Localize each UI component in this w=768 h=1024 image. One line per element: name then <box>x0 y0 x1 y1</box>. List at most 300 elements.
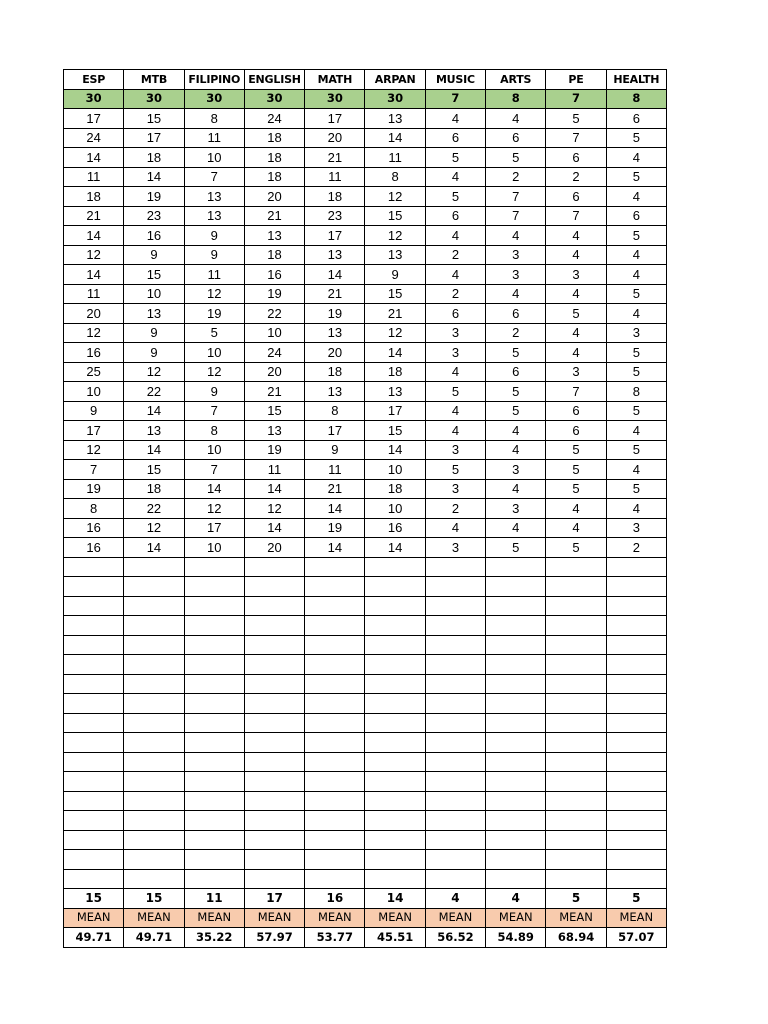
table-row-cell[interactable] <box>124 635 184 655</box>
table-row-cell[interactable]: 20 <box>305 343 365 363</box>
table-row-cell[interactable] <box>425 577 485 597</box>
table-row-cell[interactable] <box>124 596 184 616</box>
table-row-cell[interactable]: 5 <box>486 343 546 363</box>
mean-label-row-cell[interactable]: MEAN <box>486 908 546 928</box>
mean-value-row-cell[interactable]: 68.94 <box>546 928 606 948</box>
mean-value-row-cell[interactable]: 54.89 <box>486 928 546 948</box>
table-row-cell[interactable] <box>184 772 244 792</box>
table-row-cell[interactable]: 18 <box>244 167 304 187</box>
table-row-cell[interactable]: 22 <box>124 499 184 519</box>
table-row-cell[interactable] <box>606 850 666 870</box>
table-row-cell[interactable] <box>365 674 425 694</box>
table-row-cell[interactable]: 5 <box>425 460 485 480</box>
table-row-cell[interactable]: 6 <box>486 128 546 148</box>
table-row-cell[interactable]: 23 <box>305 206 365 226</box>
table-row-cell[interactable]: 5 <box>606 362 666 382</box>
table-row-cell[interactable]: 21 <box>365 304 425 324</box>
table-row-cell[interactable]: 6 <box>425 304 485 324</box>
table-row-cell[interactable] <box>425 869 485 889</box>
table-row-cell[interactable] <box>425 772 485 792</box>
table-row-cell[interactable] <box>365 596 425 616</box>
table-row-cell[interactable]: 7 <box>64 460 124 480</box>
table-row-cell[interactable]: 7 <box>546 382 606 402</box>
table-row-cell[interactable]: 4 <box>425 167 485 187</box>
table-row-cell[interactable]: 5 <box>606 284 666 304</box>
table-row-cell[interactable]: 10 <box>64 382 124 402</box>
table-row-cell[interactable]: 4 <box>606 304 666 324</box>
table-row-cell[interactable]: 2 <box>546 167 606 187</box>
table-row-cell[interactable] <box>606 869 666 889</box>
table-row-cell[interactable]: 3 <box>486 245 546 265</box>
table-row-cell[interactable]: 10 <box>184 343 244 363</box>
table-row-cell[interactable]: 10 <box>365 499 425 519</box>
table-row-cell[interactable]: 3 <box>486 460 546 480</box>
table-row-cell[interactable] <box>124 791 184 811</box>
header-row-cell[interactable]: MATH <box>305 70 365 90</box>
table-row-cell[interactable] <box>64 674 124 694</box>
table-row-cell[interactable]: 18 <box>124 479 184 499</box>
table-row-cell[interactable]: 3 <box>486 499 546 519</box>
table-row-cell[interactable] <box>606 811 666 831</box>
table-row-cell[interactable]: 5 <box>546 109 606 129</box>
table-row-cell[interactable] <box>486 616 546 636</box>
table-row-cell[interactable] <box>64 635 124 655</box>
table-row-cell[interactable]: 21 <box>244 382 304 402</box>
table-row-cell[interactable]: 6 <box>546 401 606 421</box>
table-row-cell[interactable] <box>184 674 244 694</box>
table-row-cell[interactable]: 16 <box>365 518 425 538</box>
table-row-cell[interactable]: 17 <box>184 518 244 538</box>
table-row-cell[interactable] <box>606 635 666 655</box>
table-row-cell[interactable]: 14 <box>305 499 365 519</box>
table-row-cell[interactable]: 13 <box>184 187 244 207</box>
table-row-cell[interactable]: 18 <box>305 362 365 382</box>
table-row-cell[interactable] <box>546 635 606 655</box>
totals-row-cell[interactable]: 5 <box>546 889 606 909</box>
table-row-cell[interactable]: 4 <box>546 284 606 304</box>
table-row-cell[interactable] <box>305 791 365 811</box>
table-row-cell[interactable]: 15 <box>124 460 184 480</box>
table-row-cell[interactable]: 10 <box>184 148 244 168</box>
table-row-cell[interactable]: 22 <box>244 304 304 324</box>
table-row-cell[interactable]: 15 <box>365 284 425 304</box>
header-row-cell[interactable]: MTB <box>124 70 184 90</box>
table-row-cell[interactable] <box>124 655 184 675</box>
table-row-cell[interactable]: 4 <box>425 226 485 246</box>
table-row-cell[interactable] <box>244 635 304 655</box>
table-row-cell[interactable]: 13 <box>244 226 304 246</box>
table-row-cell[interactable] <box>64 577 124 597</box>
table-row-cell[interactable]: 20 <box>305 128 365 148</box>
mean-value-row-cell[interactable]: 45.51 <box>365 928 425 948</box>
table-row-cell[interactable]: 5 <box>425 187 485 207</box>
table-row-cell[interactable]: 4 <box>425 401 485 421</box>
table-row-cell[interactable] <box>606 772 666 792</box>
table-row-cell[interactable] <box>124 733 184 753</box>
table-row-cell[interactable]: 24 <box>64 128 124 148</box>
table-row-cell[interactable] <box>184 850 244 870</box>
totals-row-cell[interactable]: 15 <box>124 889 184 909</box>
table-row-cell[interactable]: 2 <box>606 538 666 558</box>
table-row-cell[interactable]: 19 <box>64 479 124 499</box>
table-row-cell[interactable]: 5 <box>546 304 606 324</box>
table-row-cell[interactable]: 18 <box>305 187 365 207</box>
table-row-cell[interactable] <box>606 830 666 850</box>
table-row-cell[interactable] <box>64 811 124 831</box>
table-row-cell[interactable]: 4 <box>546 518 606 538</box>
table-row-cell[interactable]: 19 <box>244 440 304 460</box>
table-row-cell[interactable]: 4 <box>425 109 485 129</box>
table-row-cell[interactable]: 12 <box>124 518 184 538</box>
table-row-cell[interactable] <box>365 655 425 675</box>
table-row-cell[interactable] <box>425 713 485 733</box>
table-row-cell[interactable] <box>244 694 304 714</box>
table-row-cell[interactable]: 5 <box>606 167 666 187</box>
table-row-cell[interactable] <box>305 869 365 889</box>
table-row-cell[interactable]: 7 <box>546 128 606 148</box>
table-row-cell[interactable]: 20 <box>244 538 304 558</box>
table-row-cell[interactable] <box>305 850 365 870</box>
table-row-cell[interactable] <box>305 830 365 850</box>
table-row-cell[interactable]: 14 <box>64 148 124 168</box>
header-row-cell[interactable]: MUSIC <box>425 70 485 90</box>
table-row-cell[interactable] <box>546 557 606 577</box>
table-row-cell[interactable]: 4 <box>486 226 546 246</box>
table-row-cell[interactable]: 23 <box>124 206 184 226</box>
table-row-cell[interactable]: 5 <box>606 128 666 148</box>
header-row-cell[interactable]: ARTS <box>486 70 546 90</box>
table-row-cell[interactable] <box>64 694 124 714</box>
mean-label-row-cell[interactable]: MEAN <box>606 908 666 928</box>
table-row-cell[interactable]: 19 <box>184 304 244 324</box>
max-score-row-cell[interactable]: 30 <box>305 89 365 109</box>
table-row-cell[interactable]: 4 <box>486 518 546 538</box>
table-row-cell[interactable]: 5 <box>606 479 666 499</box>
table-row-cell[interactable] <box>486 830 546 850</box>
table-row-cell[interactable] <box>546 616 606 636</box>
totals-row-cell[interactable]: 4 <box>486 889 546 909</box>
table-row-cell[interactable] <box>244 850 304 870</box>
table-row-cell[interactable]: 6 <box>606 206 666 226</box>
table-row-cell[interactable]: 17 <box>305 109 365 129</box>
table-row-cell[interactable]: 8 <box>184 109 244 129</box>
table-row-cell[interactable] <box>425 635 485 655</box>
totals-row-cell[interactable]: 17 <box>244 889 304 909</box>
table-row-cell[interactable] <box>305 577 365 597</box>
table-row-cell[interactable] <box>124 616 184 636</box>
header-row-cell[interactable]: PE <box>546 70 606 90</box>
table-row-cell[interactable]: 11 <box>305 460 365 480</box>
table-row-cell[interactable] <box>244 655 304 675</box>
table-row-cell[interactable]: 11 <box>244 460 304 480</box>
table-row-cell[interactable] <box>606 713 666 733</box>
table-row-cell[interactable] <box>425 791 485 811</box>
table-row-cell[interactable]: 5 <box>486 538 546 558</box>
table-row-cell[interactable]: 6 <box>546 187 606 207</box>
table-row-cell[interactable]: 14 <box>124 440 184 460</box>
table-row-cell[interactable] <box>244 811 304 831</box>
table-row-cell[interactable]: 3 <box>606 518 666 538</box>
table-row-cell[interactable]: 17 <box>305 226 365 246</box>
table-row-cell[interactable]: 13 <box>365 245 425 265</box>
table-row-cell[interactable]: 2 <box>486 167 546 187</box>
table-row-cell[interactable]: 14 <box>305 265 365 285</box>
totals-row-cell[interactable]: 4 <box>425 889 485 909</box>
table-row-cell[interactable]: 5 <box>184 323 244 343</box>
table-row-cell[interactable]: 21 <box>305 479 365 499</box>
table-row-cell[interactable] <box>64 869 124 889</box>
table-row-cell[interactable]: 5 <box>546 460 606 480</box>
table-row-cell[interactable]: 2 <box>425 284 485 304</box>
mean-value-row-cell[interactable]: 56.52 <box>425 928 485 948</box>
table-row-cell[interactable]: 4 <box>486 479 546 499</box>
table-row-cell[interactable]: 2 <box>486 323 546 343</box>
table-row-cell[interactable] <box>546 577 606 597</box>
table-row-cell[interactable]: 19 <box>124 187 184 207</box>
table-row-cell[interactable] <box>365 752 425 772</box>
table-row-cell[interactable] <box>365 772 425 792</box>
table-row-cell[interactable]: 8 <box>305 401 365 421</box>
mean-label-row-cell[interactable]: MEAN <box>184 908 244 928</box>
table-row-cell[interactable] <box>546 655 606 675</box>
table-row-cell[interactable]: 19 <box>305 304 365 324</box>
table-row-cell[interactable] <box>365 616 425 636</box>
table-row-cell[interactable] <box>184 830 244 850</box>
table-row-cell[interactable] <box>64 850 124 870</box>
table-row-cell[interactable]: 16 <box>64 538 124 558</box>
table-row-cell[interactable] <box>486 635 546 655</box>
table-row-cell[interactable] <box>184 655 244 675</box>
totals-row-cell[interactable]: 16 <box>305 889 365 909</box>
table-row-cell[interactable] <box>546 772 606 792</box>
table-row-cell[interactable]: 17 <box>305 421 365 441</box>
table-row-cell[interactable]: 16 <box>64 343 124 363</box>
mean-value-row-cell[interactable]: 49.71 <box>124 928 184 948</box>
table-row-cell[interactable] <box>124 557 184 577</box>
table-row-cell[interactable]: 6 <box>546 421 606 441</box>
table-row-cell[interactable]: 4 <box>606 460 666 480</box>
table-row-cell[interactable] <box>244 830 304 850</box>
table-row-cell[interactable] <box>64 830 124 850</box>
table-row-cell[interactable]: 20 <box>64 304 124 324</box>
table-row-cell[interactable] <box>606 674 666 694</box>
mean-label-row-cell[interactable]: MEAN <box>546 908 606 928</box>
mean-value-row-cell[interactable]: 53.77 <box>305 928 365 948</box>
table-row-cell[interactable]: 14 <box>365 128 425 148</box>
table-row-cell[interactable]: 6 <box>486 362 546 382</box>
table-row-cell[interactable]: 11 <box>365 148 425 168</box>
table-row-cell[interactable] <box>64 655 124 675</box>
table-row-cell[interactable] <box>486 674 546 694</box>
table-row-cell[interactable] <box>305 655 365 675</box>
table-row-cell[interactable] <box>546 791 606 811</box>
table-row-cell[interactable] <box>244 733 304 753</box>
table-row-cell[interactable]: 24 <box>244 343 304 363</box>
table-row-cell[interactable]: 6 <box>425 206 485 226</box>
table-row-cell[interactable] <box>365 830 425 850</box>
max-score-row-cell[interactable]: 30 <box>184 89 244 109</box>
table-row-cell[interactable] <box>425 557 485 577</box>
table-row-cell[interactable]: 12 <box>64 323 124 343</box>
table-row-cell[interactable]: 17 <box>124 128 184 148</box>
table-row-cell[interactable] <box>425 655 485 675</box>
table-row-cell[interactable] <box>184 869 244 889</box>
table-row-cell[interactable] <box>184 811 244 831</box>
table-row-cell[interactable]: 18 <box>244 245 304 265</box>
table-row-cell[interactable]: 14 <box>64 226 124 246</box>
table-row-cell[interactable]: 4 <box>486 440 546 460</box>
table-row-cell[interactable]: 8 <box>365 167 425 187</box>
table-row-cell[interactable]: 4 <box>486 109 546 129</box>
table-row-cell[interactable]: 8 <box>64 499 124 519</box>
table-row-cell[interactable] <box>244 557 304 577</box>
header-row-cell[interactable]: HEALTH <box>606 70 666 90</box>
mean-value-row-cell[interactable]: 35.22 <box>184 928 244 948</box>
table-row-cell[interactable]: 7 <box>184 401 244 421</box>
table-row-cell[interactable] <box>305 694 365 714</box>
table-row-cell[interactable] <box>546 869 606 889</box>
table-row-cell[interactable] <box>124 850 184 870</box>
table-row-cell[interactable] <box>365 635 425 655</box>
max-score-row-cell[interactable]: 30 <box>124 89 184 109</box>
table-row-cell[interactable]: 14 <box>305 538 365 558</box>
table-row-cell[interactable]: 16 <box>244 265 304 285</box>
table-row-cell[interactable]: 14 <box>244 518 304 538</box>
table-row-cell[interactable]: 13 <box>365 382 425 402</box>
table-row-cell[interactable]: 13 <box>124 421 184 441</box>
table-row-cell[interactable]: 18 <box>64 187 124 207</box>
table-row-cell[interactable] <box>305 733 365 753</box>
table-row-cell[interactable] <box>64 791 124 811</box>
table-row-cell[interactable]: 10 <box>244 323 304 343</box>
table-row-cell[interactable] <box>124 694 184 714</box>
table-row-cell[interactable] <box>486 733 546 753</box>
table-row-cell[interactable]: 4 <box>546 226 606 246</box>
max-score-row-cell[interactable]: 30 <box>244 89 304 109</box>
table-row-cell[interactable] <box>606 791 666 811</box>
table-row-cell[interactable]: 12 <box>184 284 244 304</box>
table-row-cell[interactable] <box>486 577 546 597</box>
table-row-cell[interactable]: 21 <box>244 206 304 226</box>
table-row-cell[interactable] <box>184 694 244 714</box>
table-row-cell[interactable]: 5 <box>546 479 606 499</box>
table-row-cell[interactable]: 3 <box>606 323 666 343</box>
table-row-cell[interactable] <box>486 655 546 675</box>
table-row-cell[interactable]: 3 <box>486 265 546 285</box>
table-row-cell[interactable] <box>425 616 485 636</box>
table-row-cell[interactable] <box>606 557 666 577</box>
mean-label-row-cell[interactable]: MEAN <box>365 908 425 928</box>
table-row-cell[interactable]: 16 <box>124 226 184 246</box>
table-row-cell[interactable]: 21 <box>64 206 124 226</box>
table-row-cell[interactable]: 12 <box>244 499 304 519</box>
max-score-row-cell[interactable]: 8 <box>486 89 546 109</box>
table-row-cell[interactable]: 4 <box>606 245 666 265</box>
table-row-cell[interactable]: 14 <box>124 167 184 187</box>
table-row-cell[interactable]: 20 <box>244 362 304 382</box>
table-row-cell[interactable]: 21 <box>305 148 365 168</box>
table-row-cell[interactable]: 14 <box>184 479 244 499</box>
table-row-cell[interactable] <box>546 850 606 870</box>
table-row-cell[interactable] <box>244 869 304 889</box>
table-row-cell[interactable]: 7 <box>546 206 606 226</box>
table-row-cell[interactable]: 13 <box>305 323 365 343</box>
table-row-cell[interactable]: 15 <box>124 109 184 129</box>
table-row-cell[interactable] <box>425 830 485 850</box>
table-row-cell[interactable]: 20 <box>244 187 304 207</box>
table-row-cell[interactable]: 14 <box>124 401 184 421</box>
table-row-cell[interactable]: 4 <box>486 421 546 441</box>
table-row-cell[interactable]: 4 <box>546 323 606 343</box>
table-row-cell[interactable] <box>305 674 365 694</box>
table-row-cell[interactable] <box>64 713 124 733</box>
max-score-row-cell[interactable]: 30 <box>64 89 124 109</box>
table-row-cell[interactable]: 14 <box>244 479 304 499</box>
table-row-cell[interactable] <box>486 772 546 792</box>
table-row-cell[interactable]: 6 <box>425 128 485 148</box>
table-row-cell[interactable] <box>425 733 485 753</box>
table-row-cell[interactable]: 18 <box>365 479 425 499</box>
table-row-cell[interactable]: 5 <box>606 401 666 421</box>
table-row-cell[interactable]: 5 <box>606 226 666 246</box>
table-row-cell[interactable]: 15 <box>124 265 184 285</box>
table-row-cell[interactable] <box>425 811 485 831</box>
table-row-cell[interactable] <box>546 694 606 714</box>
table-row-cell[interactable]: 4 <box>606 187 666 207</box>
header-row-cell[interactable]: ENGLISH <box>244 70 304 90</box>
table-row-cell[interactable] <box>546 830 606 850</box>
table-row-cell[interactable]: 9 <box>184 382 244 402</box>
table-row-cell[interactable]: 24 <box>244 109 304 129</box>
table-row-cell[interactable] <box>365 791 425 811</box>
table-row-cell[interactable] <box>124 772 184 792</box>
table-row-cell[interactable] <box>486 713 546 733</box>
table-row-cell[interactable]: 18 <box>124 148 184 168</box>
table-row-cell[interactable]: 13 <box>184 206 244 226</box>
table-row-cell[interactable]: 7 <box>184 167 244 187</box>
table-row-cell[interactable]: 5 <box>425 148 485 168</box>
table-row-cell[interactable] <box>425 596 485 616</box>
table-row-cell[interactable] <box>486 869 546 889</box>
table-row-cell[interactable] <box>486 557 546 577</box>
totals-row-cell[interactable]: 14 <box>365 889 425 909</box>
table-row-cell[interactable] <box>244 772 304 792</box>
table-row-cell[interactable] <box>305 811 365 831</box>
table-row-cell[interactable] <box>184 577 244 597</box>
table-row-cell[interactable] <box>365 577 425 597</box>
table-row-cell[interactable]: 3 <box>425 440 485 460</box>
table-row-cell[interactable]: 13 <box>305 382 365 402</box>
table-row-cell[interactable]: 12 <box>64 440 124 460</box>
table-row-cell[interactable] <box>606 655 666 675</box>
table-row-cell[interactable] <box>244 674 304 694</box>
table-row-cell[interactable] <box>124 752 184 772</box>
table-row-cell[interactable]: 3 <box>425 343 485 363</box>
table-row-cell[interactable] <box>546 596 606 616</box>
table-row-cell[interactable]: 5 <box>425 382 485 402</box>
table-row-cell[interactable]: 18 <box>244 148 304 168</box>
max-score-row-cell[interactable]: 8 <box>606 89 666 109</box>
table-row-cell[interactable] <box>546 713 606 733</box>
table-row-cell[interactable]: 3 <box>546 362 606 382</box>
table-row-cell[interactable]: 12 <box>365 226 425 246</box>
table-row-cell[interactable]: 4 <box>425 421 485 441</box>
table-row-cell[interactable] <box>124 811 184 831</box>
table-row-cell[interactable] <box>606 752 666 772</box>
table-row-cell[interactable]: 15 <box>365 206 425 226</box>
table-row-cell[interactable] <box>425 674 485 694</box>
table-row-cell[interactable]: 21 <box>305 284 365 304</box>
